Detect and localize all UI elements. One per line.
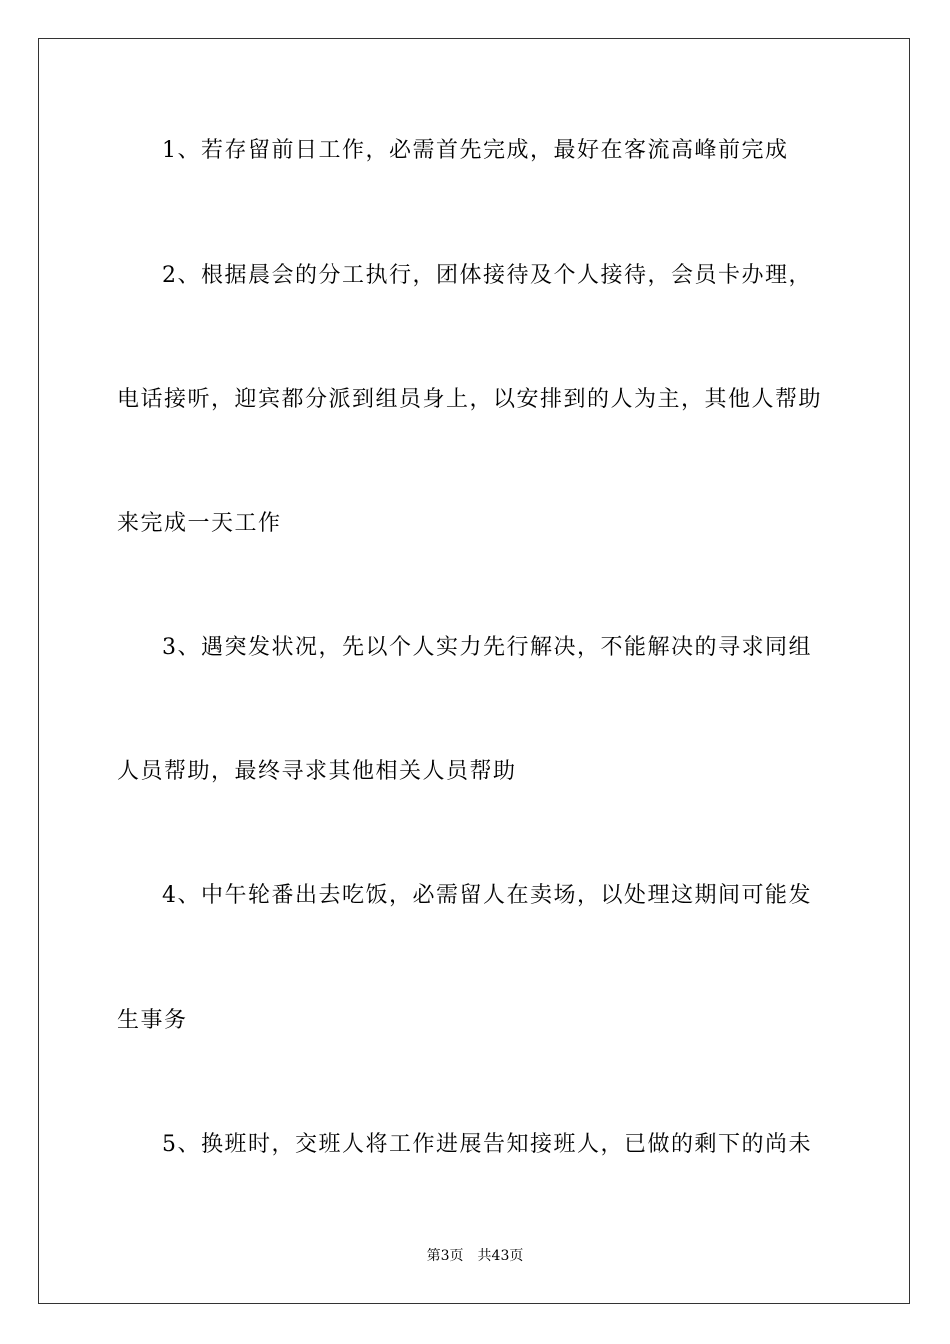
paragraph-line: 3、遇突发状况，先以个人实力先行解决，不能解决的寻求同组 — [162, 635, 812, 660]
page-footer — [0, 1247, 950, 1265]
page-number: 第3页 — [426, 1248, 464, 1264]
total-pages: 共43页 — [477, 1248, 524, 1264]
paragraph-line: 人员帮助，最终寻求其他相关人员帮助 — [117, 759, 517, 784]
paragraph-line: 电话接听，迎宾都分派到组员身上，以安排到的人为主，其他人帮助 — [117, 387, 823, 412]
paragraph-line: 1、若存留前日工作，必需首先完成，最好在客流高峰前完成 — [162, 138, 789, 163]
page-border — [38, 38, 910, 1304]
paragraph-line: 4、中午轮番出去吃饭，必需留人在卖场，以处理这期间可能发 — [162, 883, 812, 908]
paragraph-line: 5、换班时，交班人将工作进展告知接班人，已做的剩下的尚未 — [162, 1132, 812, 1157]
paragraph-line: 来完成一天工作 — [117, 511, 282, 536]
paragraph-line: 2、根据晨会的分工执行，团体接待及个人接待，会员卡办理， — [162, 263, 812, 288]
paragraph-line: 生事务 — [117, 1008, 188, 1033]
